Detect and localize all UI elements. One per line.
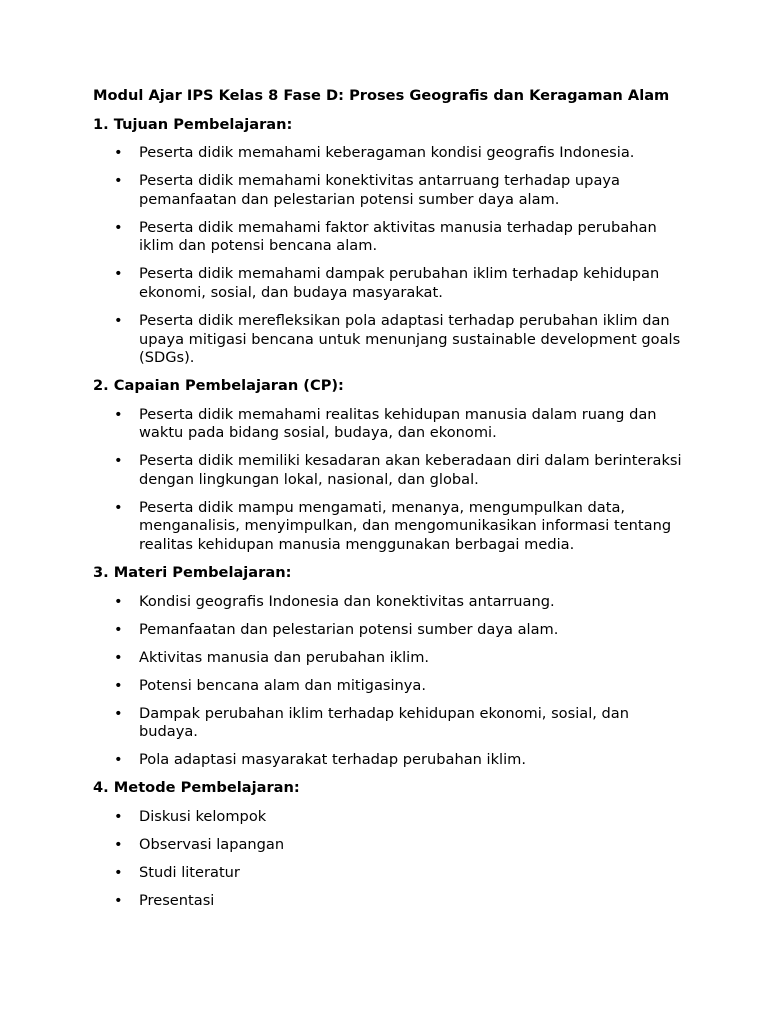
bullet-icon: • [114, 498, 123, 516]
bullet-icon: • [114, 863, 123, 881]
list-item [93, 751, 683, 770]
list-capaian [93, 406, 683, 555]
list-tujuan [93, 144, 683, 368]
bullet-icon: • [114, 405, 123, 423]
list-item-text: Peserta didik memahami faktor aktivitas manusia terhadap perubahan iklim dan potensi bencana alam. [139, 218, 657, 255]
bullet-icon: • [114, 891, 123, 909]
list-item [93, 499, 683, 555]
bullet-icon: • [114, 676, 123, 694]
list-materi [93, 593, 683, 770]
list-item [93, 808, 683, 827]
list-item [93, 312, 683, 368]
list-item [93, 705, 683, 742]
list-item [93, 649, 683, 668]
section-heading-capaian: 2. Capaian Pembelajaran (CP): [93, 377, 344, 395]
list-item-text: Peserta didik memahami realitas kehidupan manusia dalam ruang dan waktu pada bidang sosial, budaya, dan ekonomi. [139, 405, 657, 442]
list-item-text: Diskusi kelompok [139, 807, 267, 825]
list-item-text: Peserta didik memahami keberagaman kondisi geografis Indonesia. [139, 144, 635, 162]
list-item [93, 864, 683, 883]
list-item-text: Potensi bencana alam dan mitigasinya. [139, 676, 427, 694]
list-item [93, 836, 683, 855]
list-item-text: Peserta didik memiliki kesadaran akan keberadaan diri dalam berinteraksi dengan lingkungan lokal, nasional, dan global. [139, 452, 682, 488]
bullet-icon: • [114, 704, 123, 722]
list-item [93, 621, 683, 640]
list-item-text: Pemanfaatan dan pelestarian potensi sumber daya alam. [139, 620, 559, 638]
list-item-text: Peserta didik memahami konektivitas antarruang terhadap upaya pemanfaatan dan pelestarian potensi sumber daya alam. [139, 172, 620, 208]
bullet-icon: • [114, 311, 123, 329]
bullet-icon: • [114, 265, 123, 283]
list-item-text: Aktivitas manusia dan perubahan iklim. [139, 648, 430, 666]
list-item-text: Peserta didik memahami dampak perubahan iklim terhadap kehidupan ekonomi, sosial, dan budaya masyarakat. [139, 265, 660, 301]
list-item [93, 219, 683, 256]
list-item [93, 144, 683, 163]
list-item-text: Kondisi geografis Indonesia dan konektivitas antarruang. [139, 592, 555, 610]
bullet-icon: • [114, 452, 123, 470]
list-item-text: Dampak perubahan iklim terhadap kehidupan ekonomi, sosial, dan budaya. [139, 704, 629, 741]
document-page [93, 87, 683, 920]
list-item [93, 593, 683, 612]
section-heading-tujuan: 1. Tujuan Pembelajaran: [93, 115, 293, 133]
bullet-icon: • [114, 835, 123, 853]
bullet-icon: • [114, 592, 123, 610]
document-title: Modul Ajar IPS Kelas 8 Fase D: Proses Geografis dan Keragaman Alam [93, 87, 670, 104]
list-item-text: Studi literatur [139, 863, 240, 881]
bullet-icon: • [114, 172, 123, 190]
list-item [93, 892, 683, 911]
bullet-icon: • [114, 807, 123, 825]
bullet-icon: • [114, 648, 123, 666]
list-item [93, 172, 683, 209]
list-item [93, 677, 683, 696]
bullet-icon: • [114, 218, 123, 236]
bullet-icon: • [114, 620, 123, 638]
section-heading-materi: 3. Materi Pembelajaran: [93, 564, 292, 581]
list-item-text: Peserta didik mampu mengamati, menanya, mengumpulkan data, menganalisis, menyimpulkan, dan mengomunikasikan informasi tentang realitas kehidupan manusia menggunakan berbagai media. [139, 498, 672, 554]
list-item [93, 452, 683, 489]
list-item-text: Pola adaptasi masyarakat terhadap perubahan iklim. [139, 751, 526, 769]
bullet-icon: • [114, 751, 123, 769]
list-item [93, 406, 683, 443]
list-item-text: Presentasi [139, 891, 215, 909]
bullet-icon: • [114, 144, 123, 162]
list-item-text: Observasi lapangan [139, 835, 285, 853]
list-item [93, 265, 683, 302]
list-item-text: Peserta didik merefleksikan pola adaptasi terhadap perubahan iklim dan upaya mitigasi bencana untuk menunjang sustainable development goals (SDGs). [139, 311, 681, 367]
section-heading-metode: 4. Metode Pembelajaran: [93, 779, 300, 797]
list-metode [93, 808, 683, 911]
